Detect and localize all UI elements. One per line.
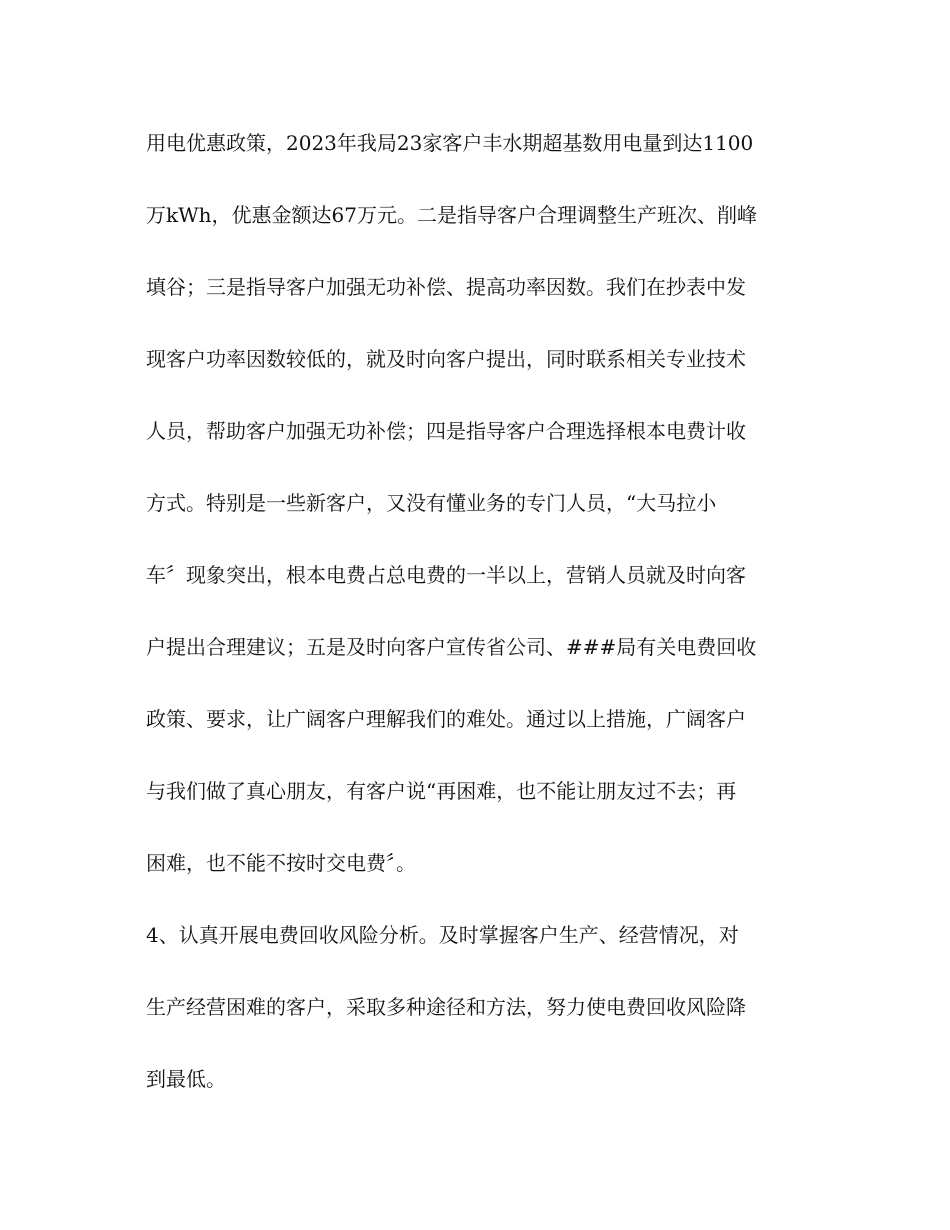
paragraph-line: 人员，帮助客户加强无功补偿；四是指导客户合理选择根本电费计收 — [146, 419, 746, 443]
paragraph-line: 用电优惠政策，2023年我局23家客户丰水期超基数用电量到达1100 — [146, 131, 754, 155]
paragraph-line: 政策、要求，让广阔客户理解我们的难处。通过以上措施，广阔客户 — [146, 707, 746, 731]
paragraph-line: 现客户功率因数较低的，就及时向客户提出，同时联系相关专业技术 — [146, 347, 746, 371]
paragraph-line: 车〞现象突出，根本电费占总电费的一半以上，营销人员就及时向客 — [146, 563, 746, 587]
paragraph-line: 到最低。 — [146, 1067, 226, 1091]
paragraph-line: 困难，也不能不按时交电费〞。 — [146, 851, 416, 875]
paragraph-line: 生产经营困难的客户，采取多种途径和方法，努力使电费回收风险降 — [146, 995, 746, 1019]
paragraph-line: 与我们做了真心朋友，有客户说“再困难，也不能让朋友过不去；再 — [146, 779, 737, 803]
paragraph-line: 户提出合理建议；五是及时向客户宣传省公司、###局有关电费回收 — [146, 635, 757, 659]
paragraph-line: 万kWh，优惠金额达67万元。二是指导客户合理调整生产班次、削峰 — [146, 203, 758, 227]
paragraph-line: 4、认真开展电费回收风险分析。及时掌握客户生产、经营情况，对 — [146, 923, 739, 947]
paragraph-line: 方式。特别是一些新客户，又没有懂业务的专门人员，“大马拉小 — [146, 491, 717, 515]
paragraph-line: 填谷；三是指导客户加强无功补偿、提高功率因数。我们在抄表中发 — [146, 275, 746, 299]
